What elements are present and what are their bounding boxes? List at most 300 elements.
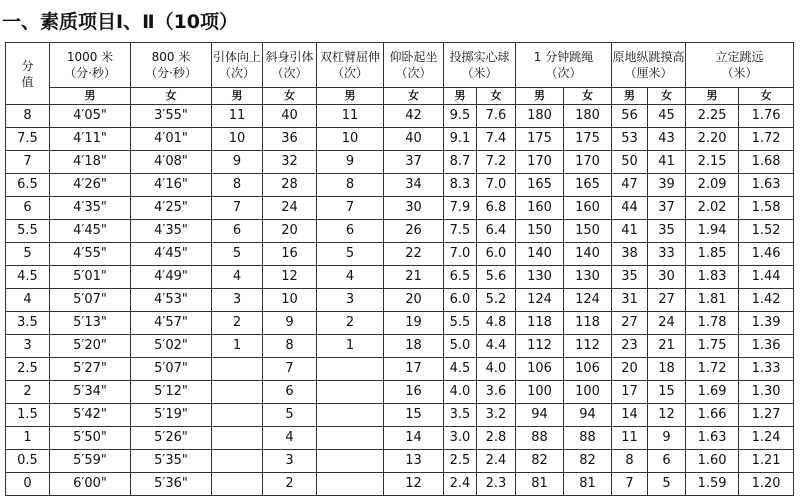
table-cell: 5′27" xyxy=(50,358,131,381)
table-cell xyxy=(317,358,384,381)
event-header-incline-pull-up: 斜身引体 （次） xyxy=(263,43,317,88)
header-row-events xyxy=(6,43,794,88)
table-cell: 140 xyxy=(564,243,612,266)
table-cell: 7.0 xyxy=(477,174,516,197)
table-cell: 2.4 xyxy=(477,450,516,473)
table-cell: 4.0 xyxy=(444,381,477,404)
table-row xyxy=(6,312,794,335)
table-cell: 81 xyxy=(516,473,564,496)
table-cell: 1.63 xyxy=(686,427,739,450)
table-cell: 19 xyxy=(384,312,444,335)
table-cell: 6.0 xyxy=(444,289,477,312)
table-cell: 4′53" xyxy=(131,289,212,312)
table-cell: 1.75 xyxy=(686,335,739,358)
table-cell: 3 xyxy=(263,450,317,473)
table-cell: 17 xyxy=(384,358,444,381)
table-cell: 3 xyxy=(212,289,263,312)
event-header-800m: 800 米 （分·秒） xyxy=(131,43,212,88)
gender-label: 男 xyxy=(50,88,131,105)
table-cell: 43 xyxy=(648,128,686,151)
table-cell: 6 xyxy=(212,220,263,243)
table-cell: 11 xyxy=(317,105,384,128)
score-cell: 6.5 xyxy=(6,174,50,197)
score-cell: 5 xyxy=(6,243,50,266)
table-cell: 20 xyxy=(612,358,648,381)
table-cell: 44 xyxy=(612,197,648,220)
table-cell: 1.36 xyxy=(739,335,794,358)
table-cell: 165 xyxy=(564,174,612,197)
table-cell: 112 xyxy=(564,335,612,358)
table-cell: 21 xyxy=(648,335,686,358)
table-cell: 11 xyxy=(612,427,648,450)
table-cell: 7.4 xyxy=(477,128,516,151)
table-cell: 3.5 xyxy=(444,404,477,427)
table-cell: 40 xyxy=(384,128,444,151)
score-cell: 0 xyxy=(6,473,50,496)
table-cell: 1.69 xyxy=(686,381,739,404)
table-cell: 30 xyxy=(648,266,686,289)
gender-label: 男 xyxy=(317,88,384,105)
table-cell: 28 xyxy=(263,174,317,197)
table-cell: 2.5 xyxy=(444,450,477,473)
table-cell: 6 xyxy=(648,450,686,473)
table-cell: 33 xyxy=(648,243,686,266)
table-cell: 37 xyxy=(384,151,444,174)
table-cell: 9 xyxy=(212,151,263,174)
table-cell: 53 xyxy=(612,128,648,151)
table-cell: 1.33 xyxy=(739,358,794,381)
event-header-parallel-bar-dip: 双杠臂屈伸 （次） xyxy=(317,43,384,88)
table-cell: 32 xyxy=(263,151,317,174)
table-cell xyxy=(212,450,263,473)
table-cell: 4′57" xyxy=(131,312,212,335)
table-cell: 9.1 xyxy=(444,128,477,151)
table-cell: 2 xyxy=(263,473,317,496)
gender-label: 女 xyxy=(648,88,686,105)
event-header-vertical-jump: 原地纵跳摸高 （厘米） xyxy=(612,43,686,88)
table-cell: 175 xyxy=(564,128,612,151)
table-cell: 1.58 xyxy=(739,197,794,220)
header-row-gender xyxy=(6,88,794,105)
table-cell: 2.20 xyxy=(686,128,739,151)
table-cell: 1.21 xyxy=(739,450,794,473)
table-cell: 5′19" xyxy=(131,404,212,427)
table-row xyxy=(6,404,794,427)
gender-label: 女 xyxy=(131,88,212,105)
table-cell: 4′16" xyxy=(131,174,212,197)
table-cell: 4′45" xyxy=(50,220,131,243)
table-cell: 8 xyxy=(317,174,384,197)
table-cell: 160 xyxy=(516,197,564,220)
table-cell xyxy=(317,450,384,473)
score-table xyxy=(5,42,794,496)
table-cell: 42 xyxy=(384,105,444,128)
table-cell: 7.0 xyxy=(444,243,477,266)
table-cell: 2 xyxy=(317,312,384,335)
event-header-sit-up: 仰卧起坐 （次） xyxy=(384,43,444,88)
table-cell: 124 xyxy=(516,289,564,312)
table-cell: 1.66 xyxy=(686,404,739,427)
table-cell: 8 xyxy=(212,174,263,197)
table-cell: 2.3 xyxy=(477,473,516,496)
table-cell xyxy=(212,404,263,427)
table-cell: 1.72 xyxy=(739,128,794,151)
table-cell: 5 xyxy=(317,243,384,266)
table-cell: 5′34" xyxy=(50,381,131,404)
table-cell: 5′07" xyxy=(131,358,212,381)
table-cell: 14 xyxy=(384,427,444,450)
table-cell: 1.78 xyxy=(686,312,739,335)
table-row xyxy=(6,335,794,358)
table-row xyxy=(6,243,794,266)
table-cell xyxy=(317,473,384,496)
score-cell: 3.5 xyxy=(6,312,50,335)
table-row xyxy=(6,151,794,174)
table-cell: 4′01" xyxy=(131,128,212,151)
table-cell: 88 xyxy=(564,427,612,450)
table-cell: 37 xyxy=(648,197,686,220)
table-cell: 5′26" xyxy=(131,427,212,450)
table-cell: 100 xyxy=(564,381,612,404)
table-cell: 5 xyxy=(212,243,263,266)
table-cell: 22 xyxy=(384,243,444,266)
table-cell: 4′05" xyxy=(50,105,131,128)
table-cell: 4′11" xyxy=(50,128,131,151)
table-row xyxy=(6,105,794,128)
table-cell: 5 xyxy=(263,404,317,427)
table-cell: 81 xyxy=(564,473,612,496)
event-header-standing-long-jump: 立定跳远 （米） xyxy=(686,43,794,88)
score-cell: 6 xyxy=(6,197,50,220)
table-cell: 5′20" xyxy=(50,335,131,358)
table-cell: 4′26" xyxy=(50,174,131,197)
table-cell: 2.25 xyxy=(686,105,739,128)
table-cell: 7.2 xyxy=(477,151,516,174)
table-row xyxy=(6,450,794,473)
score-cell: 0.5 xyxy=(6,450,50,473)
gender-label: 男 xyxy=(612,88,648,105)
table-cell: 5′02" xyxy=(131,335,212,358)
table-cell: 2.02 xyxy=(686,197,739,220)
event-header-pull-up: 引体向上 （次） xyxy=(212,43,263,88)
table-cell: 3′55" xyxy=(131,105,212,128)
table-cell: 118 xyxy=(516,312,564,335)
table-cell: 23 xyxy=(612,335,648,358)
table-cell: 1.94 xyxy=(686,220,739,243)
table-cell: 12 xyxy=(648,404,686,427)
gender-label: 女 xyxy=(739,88,794,105)
table-cell xyxy=(317,427,384,450)
table-cell: 7 xyxy=(263,358,317,381)
score-cell: 7.5 xyxy=(6,128,50,151)
table-cell: 24 xyxy=(263,197,317,220)
table-cell: 56 xyxy=(612,105,648,128)
table-cell: 4.0 xyxy=(477,358,516,381)
table-cell: 36 xyxy=(263,128,317,151)
table-cell: 1.63 xyxy=(739,174,794,197)
table-cell: 20 xyxy=(384,289,444,312)
table-cell: 8 xyxy=(263,335,317,358)
table-cell: 26 xyxy=(384,220,444,243)
table-cell: 2.15 xyxy=(686,151,739,174)
table-cell: 35 xyxy=(612,266,648,289)
table-cell: 180 xyxy=(516,105,564,128)
gender-label: 男 xyxy=(516,88,564,105)
table-cell: 4′45" xyxy=(131,243,212,266)
table-cell: 1.52 xyxy=(739,220,794,243)
table-cell: 3 xyxy=(317,289,384,312)
table-cell: 14 xyxy=(612,404,648,427)
table-cell: 1.76 xyxy=(739,105,794,128)
table-row xyxy=(6,197,794,220)
table-cell: 1.85 xyxy=(686,243,739,266)
table-cell: 5.5 xyxy=(444,312,477,335)
table-cell: 2.4 xyxy=(444,473,477,496)
table-cell: 1.46 xyxy=(739,243,794,266)
table-cell: 47 xyxy=(612,174,648,197)
table-cell: 11 xyxy=(212,105,263,128)
table-cell: 170 xyxy=(516,151,564,174)
table-cell: 5′50" xyxy=(50,427,131,450)
score-cell: 4 xyxy=(6,289,50,312)
table-cell: 31 xyxy=(612,289,648,312)
table-cell: 1.60 xyxy=(686,450,739,473)
table-cell: 4.5 xyxy=(444,358,477,381)
table-row xyxy=(6,289,794,312)
table-cell: 50 xyxy=(612,151,648,174)
table-cell: 7.6 xyxy=(477,105,516,128)
table-row xyxy=(6,128,794,151)
table-cell: 10 xyxy=(212,128,263,151)
score-cell: 7 xyxy=(6,151,50,174)
table-cell: 15 xyxy=(648,381,686,404)
table-cell: 15 xyxy=(384,404,444,427)
table-cell: 13 xyxy=(384,450,444,473)
table-cell: 45 xyxy=(648,105,686,128)
table-cell: 6.0 xyxy=(477,243,516,266)
gender-label: 女 xyxy=(384,88,444,105)
table-row xyxy=(6,358,794,381)
table-cell: 124 xyxy=(564,289,612,312)
table-cell: 4′18" xyxy=(50,151,131,174)
score-cell: 4.5 xyxy=(6,266,50,289)
table-cell: 100 xyxy=(516,381,564,404)
table-cell: 6.5 xyxy=(444,266,477,289)
table-cell: 7.9 xyxy=(444,197,477,220)
table-cell: 6 xyxy=(317,220,384,243)
table-cell: 175 xyxy=(516,128,564,151)
table-cell: 94 xyxy=(516,404,564,427)
table-cell: 18 xyxy=(648,358,686,381)
table-cell: 5′13" xyxy=(50,312,131,335)
table-cell: 5′42" xyxy=(50,404,131,427)
table-cell: 1.83 xyxy=(686,266,739,289)
table-cell: 4.8 xyxy=(477,312,516,335)
table-cell: 8.7 xyxy=(444,151,477,174)
document-title: 一、素质项目Ⅰ、Ⅱ（10项） xyxy=(2,11,239,33)
table-cell: 165 xyxy=(516,174,564,197)
gender-label: 女 xyxy=(564,88,612,105)
table-cell: 130 xyxy=(564,266,612,289)
table-cell: 39 xyxy=(648,174,686,197)
table-cell: 4 xyxy=(317,266,384,289)
table-cell xyxy=(212,473,263,496)
table-cell: 1.59 xyxy=(686,473,739,496)
table-cell: 5′07" xyxy=(50,289,131,312)
score-cell: 5.5 xyxy=(6,220,50,243)
table-cell: 5′01" xyxy=(50,266,131,289)
table-cell: 34 xyxy=(384,174,444,197)
table-cell: 9 xyxy=(317,151,384,174)
table-cell xyxy=(212,358,263,381)
table-cell: 4′35" xyxy=(131,220,212,243)
table-cell: 7 xyxy=(317,197,384,220)
table-cell xyxy=(212,381,263,404)
table-cell: 88 xyxy=(516,427,564,450)
table-cell: 30 xyxy=(384,197,444,220)
table-cell: 5.2 xyxy=(477,289,516,312)
table-row xyxy=(6,220,794,243)
table-cell: 12 xyxy=(384,473,444,496)
table-cell: 8 xyxy=(612,450,648,473)
table-cell: 18 xyxy=(384,335,444,358)
table-cell: 10 xyxy=(317,128,384,151)
table-cell: 8.3 xyxy=(444,174,477,197)
table-cell: 1.42 xyxy=(739,289,794,312)
table-cell: 106 xyxy=(516,358,564,381)
table-cell: 10 xyxy=(263,289,317,312)
table-cell: 5′59" xyxy=(50,450,131,473)
table-cell: 9 xyxy=(648,427,686,450)
table-cell: 2 xyxy=(212,312,263,335)
table-cell: 1.30 xyxy=(739,381,794,404)
table-cell: 7.5 xyxy=(444,220,477,243)
table-cell: 5′35" xyxy=(131,450,212,473)
event-header-1000m: 1000 米 （分·秒） xyxy=(50,43,131,88)
table-cell: 16 xyxy=(384,381,444,404)
table-cell: 35 xyxy=(648,220,686,243)
table-cell: 7 xyxy=(212,197,263,220)
table-cell: 9 xyxy=(263,312,317,335)
table-cell: 150 xyxy=(516,220,564,243)
table-cell: 1 xyxy=(212,335,263,358)
table-row xyxy=(6,427,794,450)
table-cell: 1.68 xyxy=(739,151,794,174)
table-cell: 1.39 xyxy=(739,312,794,335)
table-cell: 4′25" xyxy=(131,197,212,220)
gender-label: 男 xyxy=(686,88,739,105)
event-header-medicine-ball: 投掷实心球 （米） xyxy=(444,43,516,88)
table-cell: 5.0 xyxy=(444,335,477,358)
table-cell: 5 xyxy=(648,473,686,496)
gender-label: 女 xyxy=(263,88,317,105)
table-cell: 106 xyxy=(564,358,612,381)
score-header: 分 值 xyxy=(6,43,50,105)
table-cell: 6.8 xyxy=(477,197,516,220)
table-cell: 160 xyxy=(564,197,612,220)
score-cell: 1.5 xyxy=(6,404,50,427)
table-cell: 17 xyxy=(612,381,648,404)
table-cell: 2.8 xyxy=(477,427,516,450)
table-cell: 24 xyxy=(648,312,686,335)
table-cell: 1.44 xyxy=(739,266,794,289)
table-cell: 3.0 xyxy=(444,427,477,450)
table-cell xyxy=(212,427,263,450)
score-cell: 2.5 xyxy=(6,358,50,381)
table-cell: 130 xyxy=(516,266,564,289)
table-cell: 150 xyxy=(564,220,612,243)
table-cell: 1.81 xyxy=(686,289,739,312)
event-header-rope-skip: 1 分钟跳绳 （次） xyxy=(516,43,612,88)
table-cell: 5′36" xyxy=(131,473,212,496)
table-cell xyxy=(317,381,384,404)
table-row xyxy=(6,381,794,404)
table-cell: 4′55" xyxy=(50,243,131,266)
table-cell: 41 xyxy=(612,220,648,243)
table-cell: 112 xyxy=(516,335,564,358)
table-cell: 82 xyxy=(516,450,564,473)
score-table-body xyxy=(6,105,794,496)
table-cell: 27 xyxy=(648,289,686,312)
table-cell: 20 xyxy=(263,220,317,243)
table-row xyxy=(6,174,794,197)
table-cell: 180 xyxy=(564,105,612,128)
table-cell: 6.4 xyxy=(477,220,516,243)
table-cell: 5.6 xyxy=(477,266,516,289)
table-cell: 1 xyxy=(317,335,384,358)
table-cell: 9.5 xyxy=(444,105,477,128)
table-cell: 170 xyxy=(564,151,612,174)
table-cell: 1.27 xyxy=(739,404,794,427)
table-cell: 38 xyxy=(612,243,648,266)
table-cell: 4 xyxy=(263,427,317,450)
gender-label: 男 xyxy=(212,88,263,105)
table-row xyxy=(6,473,794,496)
table-cell: 118 xyxy=(564,312,612,335)
table-cell: 40 xyxy=(263,105,317,128)
table-cell: 1.72 xyxy=(686,358,739,381)
table-cell: 6 xyxy=(263,381,317,404)
table-cell: 41 xyxy=(648,151,686,174)
table-cell: 3.2 xyxy=(477,404,516,427)
score-cell: 2 xyxy=(6,381,50,404)
gender-label: 女 xyxy=(477,88,516,105)
table-cell xyxy=(317,404,384,427)
table-cell: 6′00" xyxy=(50,473,131,496)
table-cell: 21 xyxy=(384,266,444,289)
score-cell: 1 xyxy=(6,427,50,450)
table-cell: 94 xyxy=(564,404,612,427)
table-cell: 16 xyxy=(263,243,317,266)
gender-label: 男 xyxy=(444,88,477,105)
table-cell: 1.20 xyxy=(739,473,794,496)
table-cell: 12 xyxy=(263,266,317,289)
table-cell: 7 xyxy=(612,473,648,496)
table-cell: 3.6 xyxy=(477,381,516,404)
table-cell: 27 xyxy=(612,312,648,335)
table-cell: 4′08" xyxy=(131,151,212,174)
table-row xyxy=(6,266,794,289)
table-cell: 82 xyxy=(564,450,612,473)
table-cell: 4 xyxy=(212,266,263,289)
table-cell: 2.09 xyxy=(686,174,739,197)
table-cell: 4′35" xyxy=(50,197,131,220)
table-cell: 5′12" xyxy=(131,381,212,404)
table-cell: 4′49" xyxy=(131,266,212,289)
table-cell: 1.24 xyxy=(739,427,794,450)
score-cell: 3 xyxy=(6,335,50,358)
score-cell: 8 xyxy=(6,105,50,128)
